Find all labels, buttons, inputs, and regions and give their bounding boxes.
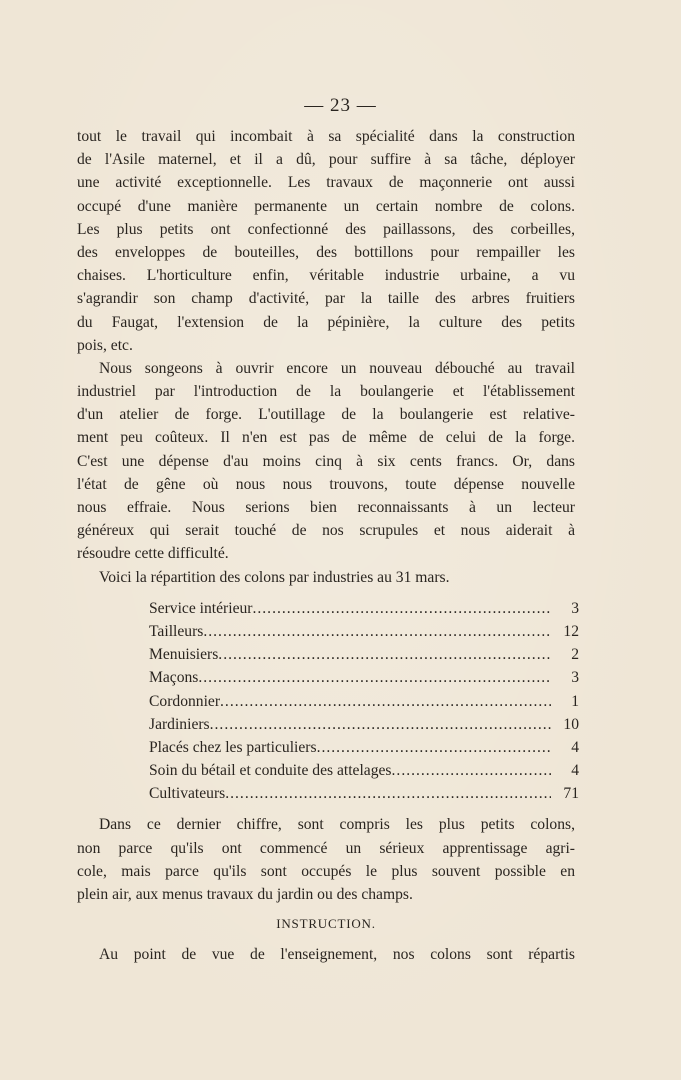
text-line: l'état de gêne où nous nous trouvons, toute dépense nouvelle [77, 475, 575, 493]
text-line: résoudre cette difficulté. [77, 545, 229, 563]
text-line: Au point de vue de l'enseignement, nos colons sont répartis [99, 946, 575, 964]
industry-label: Menuisiers [149, 646, 219, 664]
text-line: non parce qu'ils ont commencé un sérieux apprentissage agri- [77, 839, 575, 857]
paragraph-3: Voici la répartition des colons par industries au 31 mars. [99, 568, 450, 586]
industry-label: Cultivateurs [149, 785, 226, 803]
paragraph-1 [77, 125, 575, 357]
text-line: des enveloppes de bouteilles, des bottillons pour rempailler les [77, 243, 575, 261]
industry-count: 71 [563, 785, 579, 803]
text-line: plein air, aux menus travaux du jardin ou des champs. [77, 886, 413, 903]
industry-row [149, 782, 579, 805]
industry-count: 3 [571, 599, 579, 617]
leader-dots [392, 759, 551, 782]
text-line: chaises. L'horticulture enfin, véritable industrie urbaine, a vu [77, 267, 575, 285]
text-line: occupé d'une manière permanente un certain nombre de colons. [77, 197, 575, 215]
leader-dots [317, 736, 551, 759]
paragraph-4 [77, 813, 575, 906]
industry-row [149, 759, 579, 782]
industry-label: Maçons [149, 669, 199, 687]
industry-label: Cordonnier [149, 692, 221, 710]
industry-row [149, 713, 579, 736]
industry-count: 4 [571, 738, 579, 756]
body-text [77, 125, 579, 967]
industry-count: 3 [571, 669, 579, 687]
text-line: C'est une dépense d'au moins cinq à six cents francs. Or, dans [77, 452, 575, 470]
industry-count: 12 [563, 622, 579, 640]
text-line: Les plus petits ont confectionné des paillassons, des corbeilles, [77, 220, 575, 238]
industry-row [149, 690, 579, 713]
industry-row [149, 666, 579, 689]
industry-count: 1 [571, 692, 579, 710]
text-line: généreux qui serait touché de nos scrupules et nous aiderait à [77, 522, 575, 540]
industry-count: 2 [571, 646, 579, 664]
text-line: s'agrandir son champ d'activité, par la taille des arbres fruitiers [77, 290, 575, 308]
paragraph-5 [77, 943, 575, 966]
text-line: d'un atelier de forge. L'outillage de la boulangerie est relative- [77, 406, 575, 424]
text-line: cole, mais parce qu'ils sont occupés le plus souvent possible en [77, 862, 575, 880]
leader-dots [203, 620, 551, 643]
industry-count: 4 [571, 762, 579, 780]
industry-row [149, 736, 579, 759]
industry-label: Service intérieur [149, 599, 253, 617]
text-line: industriel par l'introduction de la boulangerie et l'établissement [77, 383, 575, 401]
industry-row [149, 643, 579, 666]
industry-count: 10 [563, 715, 579, 733]
industry-row [149, 620, 579, 643]
section-heading [77, 912, 575, 935]
industries-list [149, 597, 579, 806]
industry-row [149, 597, 579, 620]
text-line: Nous songeons à ouvrir encore un nouveau débouché au travail [99, 359, 575, 377]
industry-label: Placés chez les particuliers [149, 738, 317, 756]
leader-dots [252, 597, 551, 620]
leader-dots [220, 690, 551, 713]
text-line: tout le travail qui incombait à sa spécialité dans la construction [77, 128, 575, 145]
industry-label: Tailleurs [149, 622, 204, 640]
industry-label: Soin du bétail et conduite des attelages [149, 762, 392, 780]
leader-dots [225, 782, 551, 805]
leader-dots [210, 713, 551, 736]
page-number: — 23 — [304, 95, 377, 116]
paragraph-2 [77, 357, 575, 566]
leader-dots [218, 643, 551, 666]
section-heading-text: INSTRUCTION. [276, 916, 376, 932]
text-line: nous effraie. Nous serions bien reconnaissants à un lecteur [77, 499, 575, 516]
text-line: une activité exceptionnelle. Les travaux de maçonnerie ont aussi [77, 174, 575, 192]
industry-label: Jardiniers [149, 715, 210, 733]
text-line: ment peu coûteux. Il n'en est pas de même de celui de la forge. [77, 429, 575, 447]
text-line: de l'Asile maternel, et il a dû, pour suffire à sa tâche, déployer [77, 151, 575, 169]
leader-dots [198, 666, 551, 689]
text-line: pois, etc. [77, 336, 133, 354]
text-line: du Faugat, l'extension de la pépinière, la culture des petits [77, 313, 575, 331]
text-line: Dans ce dernier chiffre, sont compris les plus petits colons, [99, 816, 575, 834]
